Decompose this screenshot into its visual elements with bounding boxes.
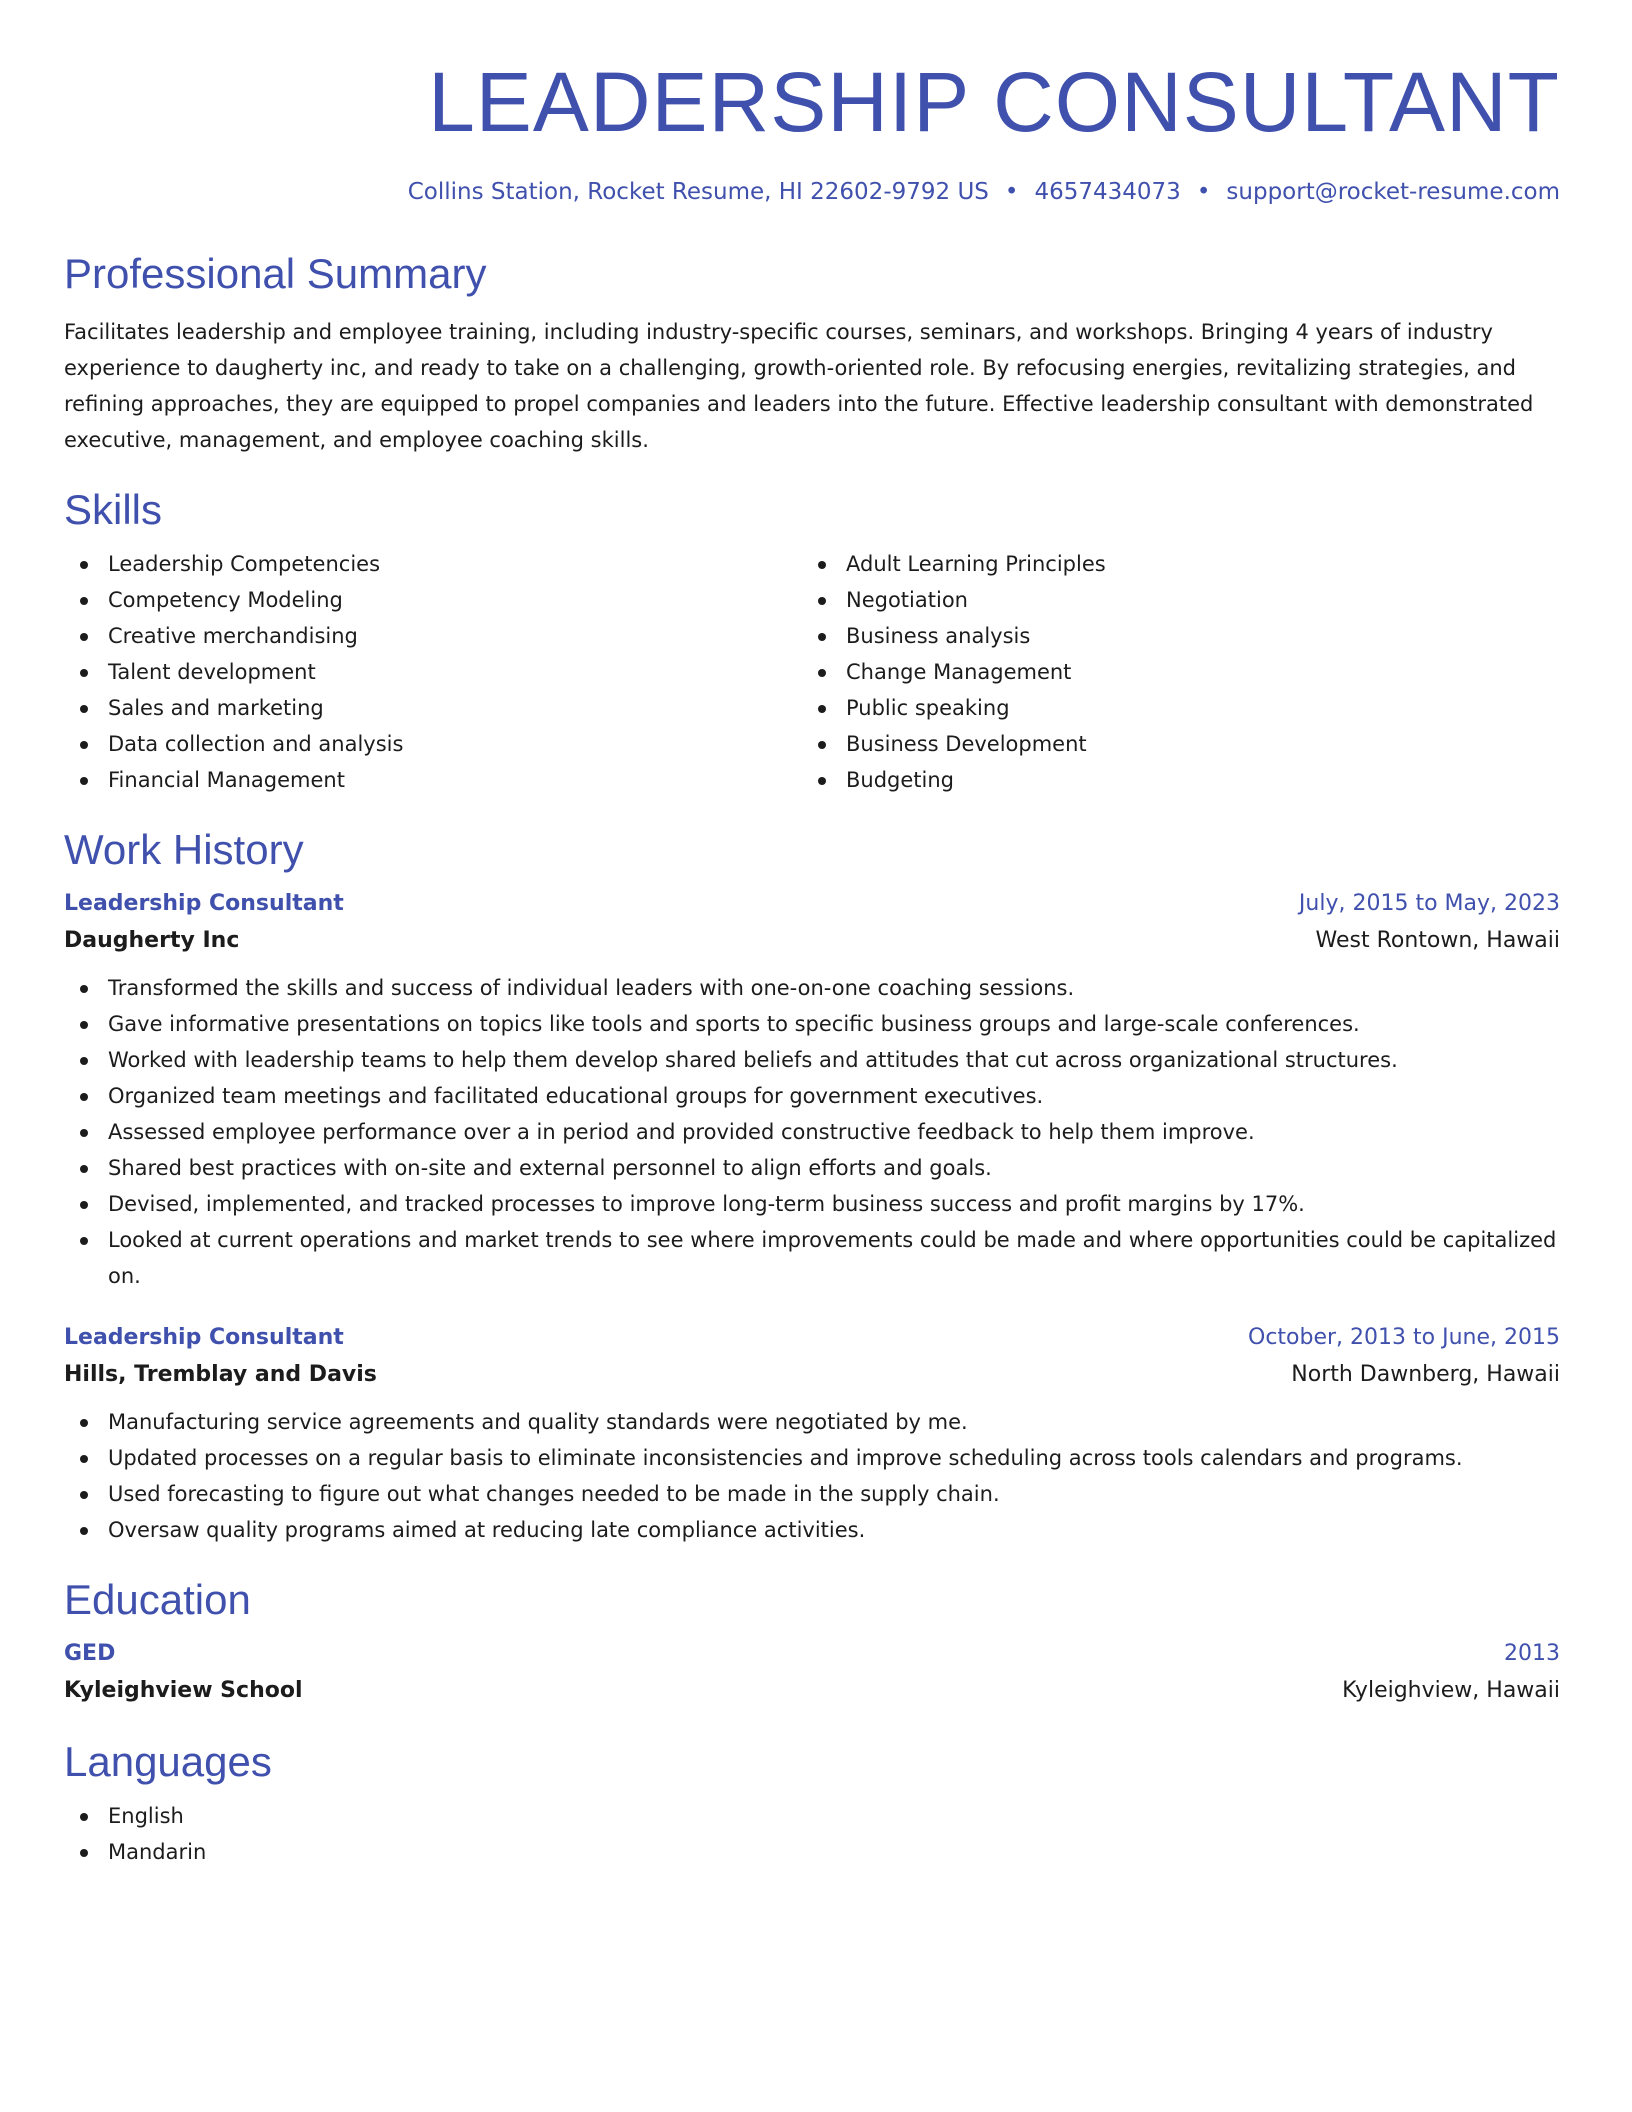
job-location: West Rontown, Hawaii (1315, 928, 1560, 953)
skill-item: Negotiation (802, 582, 1560, 618)
skill-item: Business Development (802, 726, 1560, 762)
skill-item: Change Management (802, 654, 1560, 690)
work-heading: Work History (64, 826, 304, 873)
job-bullet: Organized team meetings and facilitated educational groups for government executives. (64, 1078, 1560, 1114)
job-company-row (64, 922, 1560, 960)
job-bullets (64, 1404, 1560, 1548)
education-heading: Education (64, 1576, 251, 1623)
education-entry (64, 1636, 1560, 1710)
job-entry (64, 886, 1560, 1294)
job-bullets (64, 970, 1560, 1294)
skills-grid (64, 546, 1560, 798)
skill-item: Public speaking (802, 690, 1560, 726)
summary-section (64, 248, 1560, 458)
skill-item: Financial Management (64, 762, 802, 798)
page-title: LEADERSHIP CONSULTANT (428, 55, 1560, 149)
contact-separator: • (1004, 179, 1019, 205)
job-bullet: Oversaw quality programs aimed at reducing late compliance activities. (64, 1512, 1560, 1548)
skills-list-right (802, 546, 1560, 798)
languages-section (64, 1736, 1560, 1870)
job-header-row (64, 1320, 1560, 1356)
skill-item: Leadership Competencies (64, 546, 802, 582)
job-title: Leadership Consultant (64, 1325, 344, 1350)
skill-item: Creative merchandising (64, 618, 802, 654)
contact-line (64, 176, 1560, 208)
education-header-row (64, 1636, 1560, 1672)
job-bullet: Manufacturing service agreements and quality standards were negotiated by me. (64, 1404, 1560, 1440)
summary-text: Facilitates leadership and employee training, including industry-specific courses, seminars, and workshops. Bringing 4 years of industry experience to daugherty inc, and ready to take on a challenging, growth-oriented role. By refocusing energies, revitalizing strategies, and refining approaches, they are equipped to propel companies and leaders into the future. Effective leadership consultant with demonstrated executive, management, and employee coaching skills. (64, 320, 1534, 452)
contact-email[interactable]: support@rocket-resume.com (1226, 179, 1560, 205)
job-title: Leadership Consultant (64, 891, 344, 916)
job-dates: October, 2013 to June, 2015 (1248, 1325, 1560, 1350)
education-school-row (64, 1672, 1560, 1710)
contact-phone: 4657434073 (1034, 179, 1181, 205)
language-item: Mandarin (64, 1834, 1560, 1870)
education-school: Kyleighview School (64, 1678, 303, 1703)
skill-item: Data collection and analysis (64, 726, 802, 762)
education-section (64, 1574, 1560, 1710)
job-bullet: Looked at current operations and market trends to see where improvements could be made and where opportunities could be capitalized on. (64, 1222, 1560, 1294)
job-bullet: Updated processes on a regular basis to eliminate inconsistencies and improve scheduling across tools calendars and programs. (64, 1440, 1560, 1476)
job-company: Daugherty Inc (64, 928, 240, 953)
job-dates: July, 2015 to May, 2023 (1298, 891, 1560, 916)
skills-list-left (64, 546, 802, 798)
job-header-row (64, 886, 1560, 922)
skill-item: Business analysis (802, 618, 1560, 654)
job-bullet: Gave informative presentations on topics like tools and sports to specific business groups and large-scale conferences. (64, 1006, 1560, 1042)
education-degree: GED (64, 1641, 116, 1666)
language-item: English (64, 1798, 1560, 1834)
contact-separator: • (1196, 179, 1211, 205)
job-entry (64, 1320, 1560, 1548)
languages-list (64, 1798, 1560, 1870)
skill-item: Talent development (64, 654, 802, 690)
job-company-row (64, 1356, 1560, 1394)
contact-address: Collins Station, Rocket Resume, HI 22602-9792 US (407, 179, 989, 205)
skill-item: Sales and marketing (64, 690, 802, 726)
job-bullet: Used forecasting to figure out what changes needed to be made in the supply chain. (64, 1476, 1560, 1512)
skill-item: Adult Learning Principles (802, 546, 1560, 582)
resume-page (64, 0, 1560, 1870)
languages-heading: Languages (64, 1738, 272, 1785)
education-year: 2013 (1504, 1641, 1560, 1666)
summary-heading: Professional Summary (64, 250, 487, 297)
skills-section (64, 484, 1560, 798)
job-company: Hills, Tremblay and Davis (64, 1362, 377, 1387)
job-bullet: Shared best practices with on-site and external personnel to align efforts and goals. (64, 1150, 1560, 1186)
skill-item: Competency Modeling (64, 582, 802, 618)
education-location: Kyleighview, Hawaii (1342, 1678, 1560, 1703)
job-bullet: Devised, implemented, and tracked processes to improve long-term business success and profit margins by 17%. (64, 1186, 1560, 1222)
work-section (64, 824, 1560, 1548)
job-bullet: Assessed employee performance over a in period and provided constructive feedback to help them improve. (64, 1114, 1560, 1150)
job-bullet: Worked with leadership teams to help them develop shared beliefs and attitudes that cut across organizational structures. (64, 1042, 1560, 1078)
job-location: North Dawnberg, Hawaii (1291, 1362, 1560, 1387)
skills-heading: Skills (64, 486, 163, 533)
job-bullet: Transformed the skills and success of individual leaders with one-on-one coaching sessions. (64, 970, 1560, 1006)
skill-item: Budgeting (802, 762, 1560, 798)
